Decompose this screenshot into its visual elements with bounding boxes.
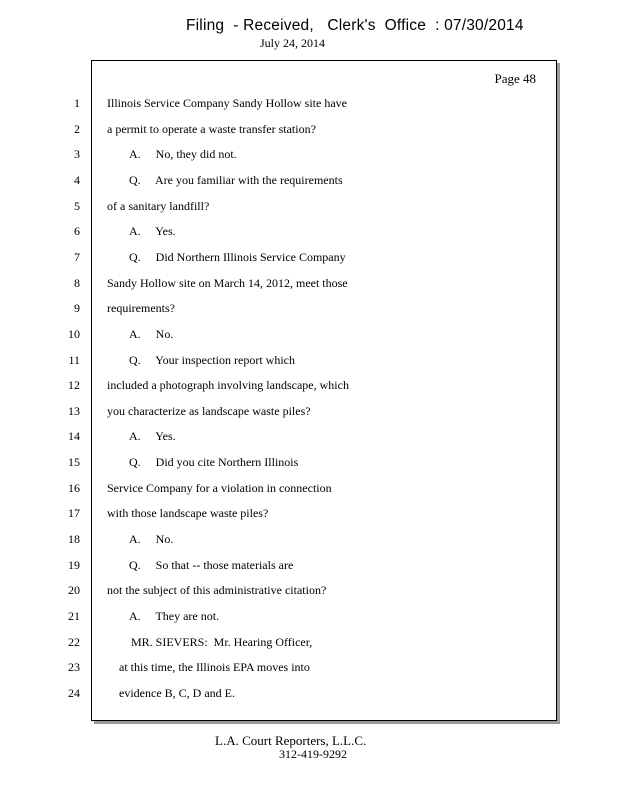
line-number: 16 (68, 481, 80, 495)
transcript-line: included a photograph involving landscape, which (107, 378, 349, 392)
transcript-line: not the subject of this administrative citation? (107, 583, 327, 597)
transcript-line: Sandy Hollow site on March 14, 2012, meet those (107, 276, 348, 290)
line-number: 22 (68, 635, 80, 649)
transcript-line: of a sanitary landfill? (107, 199, 210, 213)
transcript-line: Illinois Service Company Sandy Hollow site have (107, 96, 347, 110)
line-number: 6 (74, 224, 80, 238)
line-number: 14 (68, 429, 80, 443)
line-number: 13 (68, 404, 80, 418)
transcript-line: Q. So that -- those materials are (129, 558, 294, 572)
line-number: 3 (74, 147, 80, 161)
line-number: 11 (68, 353, 80, 367)
page-number: Page 48 (494, 71, 536, 86)
transcript-line: Q. Did you cite Northern Illinois (129, 455, 299, 469)
transcript-line: evidence B, C, D and E. (119, 686, 235, 700)
transcript-line: you characterize as landscape waste piles? (107, 404, 311, 418)
transcript-line: A. No. (129, 532, 174, 546)
transcript-line: Service Company for a violation in connection (107, 481, 332, 495)
transcript-line: requirements? (107, 301, 175, 315)
transcript-line: A. Yes. (129, 429, 176, 443)
reporter-company: L.A. Court Reporters, L.L.C. (215, 733, 367, 748)
line-number: 21 (68, 609, 80, 623)
filing-stamp: Filing - Received, Clerk's Office : 07/30/2014 (186, 17, 524, 34)
line-number: 9 (74, 301, 80, 315)
line-number: 23 (68, 660, 80, 674)
transcript-line: Q. Are you familiar with the requirements (129, 173, 343, 187)
reporter-phone: 312-419-9292 (279, 747, 347, 761)
transcript-line: A. They are not. (129, 609, 220, 623)
line-number: 7 (74, 250, 80, 264)
line-number: 5 (74, 199, 80, 213)
hearing-date: July 24, 2014 (260, 36, 326, 50)
transcript-line: Q. Your inspection report which (129, 353, 295, 367)
line-number: 18 (68, 532, 80, 546)
line-number: 2 (74, 122, 80, 136)
line-number: 19 (68, 558, 80, 572)
line-number: 20 (68, 583, 80, 597)
line-number: 10 (68, 327, 80, 341)
transcript-line: a permit to operate a waste transfer station? (107, 122, 316, 136)
transcript-line: A. No, they did not. (129, 147, 237, 161)
line-number: 17 (68, 506, 80, 520)
transcript-line: A. Yes. (129, 224, 176, 238)
line-number: 12 (68, 378, 80, 392)
line-number: 4 (74, 173, 80, 187)
transcript-line: A. No. (129, 327, 174, 341)
line-number: 15 (68, 455, 80, 469)
transcript-line: MR. SIEVERS: Mr. Hearing Officer, (131, 635, 313, 649)
transcript-line: Q. Did Northern Illinois Service Company (129, 250, 346, 264)
line-number: 24 (68, 686, 80, 700)
line-number: 1 (74, 96, 80, 110)
transcript-line: with those landscape waste piles? (107, 506, 269, 520)
line-number: 8 (74, 276, 80, 290)
transcript-line: at this time, the Illinois EPA moves into (119, 660, 310, 674)
